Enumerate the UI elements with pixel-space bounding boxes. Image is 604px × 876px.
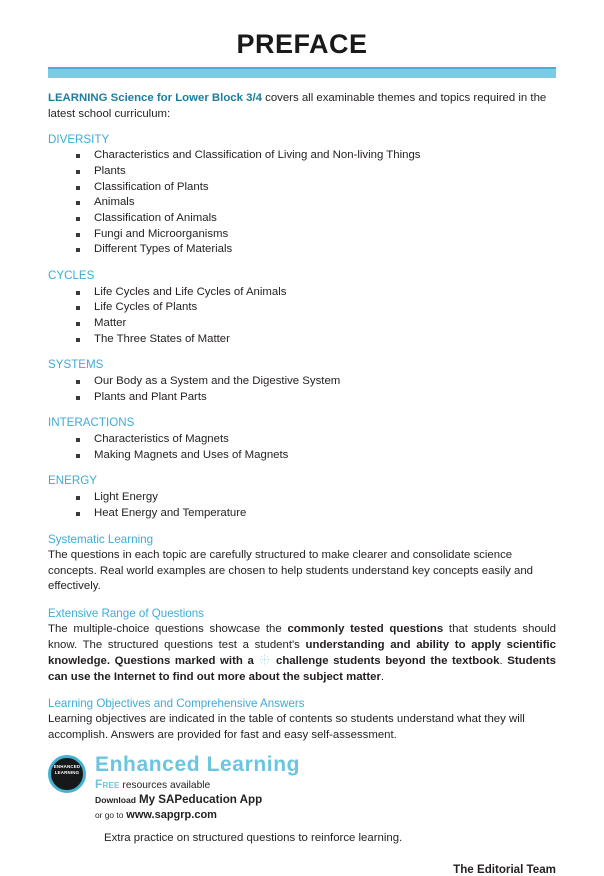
topic-label: Characteristics and Classification of Living and Non-living Things: [94, 149, 421, 162]
feature-extensive-range: [48, 606, 556, 685]
list-item: [48, 227, 556, 243]
download-label: Download: [95, 795, 137, 806]
square-bullet-icon: [76, 454, 80, 458]
topic-list-cycles: [48, 285, 556, 348]
title-divider: [48, 67, 556, 78]
topic-label: Animals: [94, 196, 135, 209]
square-bullet-icon: [76, 496, 80, 500]
list-item: [48, 448, 556, 464]
list-item: [48, 490, 556, 506]
list-item: [48, 332, 556, 348]
list-item: [48, 374, 556, 390]
theme-heading-systems: SYSTEMS: [48, 358, 104, 372]
ext-bold1: commonly tested questions: [287, 623, 444, 636]
list-item: [48, 148, 556, 164]
ext-bold3: challenge students beyond the textbook: [276, 655, 500, 668]
feature-learning-objectives: [48, 696, 556, 743]
goto-label: or go to: [95, 809, 124, 820]
square-bullet-icon: [76, 380, 80, 384]
theme-interactions: [48, 416, 556, 463]
free-resources-line: [95, 777, 300, 793]
topic-label: Plants and Plant Parts: [94, 390, 207, 403]
feature-heading: Extensive Range of Questions: [48, 606, 204, 620]
ext-part4: .: [380, 670, 385, 683]
square-bullet-icon: [76, 512, 80, 516]
list-item: [48, 390, 556, 406]
enhanced-learning-seal-icon: [48, 755, 86, 793]
topic-label: Classification of Plants: [94, 180, 209, 193]
intro-paragraph: [48, 91, 556, 121]
topic-label: The Three States of Matter: [94, 332, 230, 345]
square-bullet-icon: [76, 338, 80, 342]
square-bullet-icon: [76, 322, 80, 326]
enhanced-learning-text: [95, 754, 300, 822]
topic-label: Classification of Animals: [94, 211, 217, 224]
intro-bold-lead: LEARNING Science for Lower Block 3/4: [48, 92, 262, 105]
enhanced-learning-wordmark: Enhanced Learning: [95, 753, 301, 777]
feature-body: [48, 622, 556, 685]
theme-heading-cycles: CYCLES: [48, 268, 95, 282]
ext-part2: that students should know. The structured questions test a student's: [48, 623, 556, 651]
topic-label: Life Cycles of Plants: [94, 301, 198, 314]
ext-part3: .: [499, 655, 508, 668]
free-rest: resources available: [119, 779, 211, 791]
download-app-line: [95, 792, 300, 807]
square-bullet-icon: [76, 201, 80, 205]
topic-list-systems: [48, 374, 556, 405]
square-bullet-icon: [76, 233, 80, 237]
theme-heading-diversity: DIVERSITY: [48, 132, 110, 146]
list-item: [48, 432, 556, 448]
topic-label: Life Cycles and Life Cycles of Animals: [94, 285, 287, 298]
theme-diversity: [48, 133, 556, 258]
free-word: Free: [95, 776, 120, 791]
square-bullet-icon: [76, 186, 80, 190]
extra-practice-note: Extra practice on structured questions to reinforce learning.: [104, 832, 403, 845]
enhanced-learning-badge: [48, 754, 556, 822]
intro-rest: covers all examinable themes and topics required in the latest school curriculum:: [48, 92, 547, 120]
feature-body: The questions in each topic are carefully structured to make clearer and consolidate science concepts. Real world examples are chosen to help students understand key concepts easily and effectively.: [48, 549, 534, 593]
ext-bold4: Students can use the Internet to find out more about the subject matter: [48, 655, 556, 683]
theme-energy: [48, 474, 556, 521]
square-bullet-icon: [76, 217, 80, 221]
list-item: [48, 506, 556, 522]
topic-label: Characteristics of Magnets: [94, 433, 229, 446]
website-line[interactable]: [95, 808, 300, 822]
seal-label: ENHANCED LEARNING: [53, 764, 81, 776]
feature-heading: Systematic Learning: [48, 533, 154, 547]
feature-systematic-learning: [48, 532, 556, 595]
sparkle-icon: [258, 653, 271, 666]
topic-list-energy: [48, 490, 556, 521]
square-bullet-icon: [76, 438, 80, 442]
list-item: [48, 285, 556, 301]
topic-label: Fungi and Microorganisms: [94, 227, 229, 240]
ext-bold2: understanding and ability to apply scientific knowledge. Questions marked with a: [48, 638, 556, 668]
page-title: PREFACE: [236, 29, 368, 59]
theme-systems: [48, 358, 556, 405]
theme-cycles: [48, 269, 556, 347]
list-item: [48, 211, 556, 227]
topic-label: Plants: [94, 165, 126, 178]
theme-heading-energy: ENERGY: [48, 474, 97, 488]
topic-label: Our Body as a System and the Digestive System: [94, 375, 341, 388]
feature-body: Learning objectives are indicated in the table of contents so students understand what they will accomplish. Answers are provided for fast and easy self-assessment.: [48, 713, 525, 741]
square-bullet-icon: [76, 154, 80, 158]
list-item: [48, 300, 556, 316]
signoff: The Editorial Team: [453, 863, 556, 876]
list-item: [48, 242, 556, 258]
square-bullet-icon: [76, 396, 80, 400]
topic-list-interactions: [48, 432, 556, 463]
topic-list-diversity: [48, 148, 556, 257]
topic-label: Heat Energy and Temperature: [94, 506, 247, 519]
topic-label: Making Magnets and Uses of Magnets: [94, 448, 289, 461]
square-bullet-icon: [76, 306, 80, 310]
app-name: My SAPeducation App: [138, 793, 263, 807]
list-item: [48, 316, 556, 332]
list-item: [48, 164, 556, 180]
feature-heading: Learning Objectives and Comprehensive Answers: [48, 697, 305, 711]
square-bullet-icon: [76, 170, 80, 174]
website-url[interactable]: www.sapgrp.com: [126, 808, 217, 821]
list-item: [48, 195, 556, 211]
topic-label: Light Energy: [94, 491, 158, 504]
square-bullet-icon: [76, 248, 80, 252]
page-content: [48, 30, 556, 876]
topic-label: Different Types of Materials: [94, 243, 233, 256]
square-bullet-icon: [76, 291, 80, 295]
topic-label: Matter: [94, 316, 127, 329]
ext-part1: The multiple-choice questions showcase the: [48, 623, 288, 636]
theme-heading-interactions: INTERACTIONS: [48, 416, 135, 430]
list-item: [48, 180, 556, 196]
